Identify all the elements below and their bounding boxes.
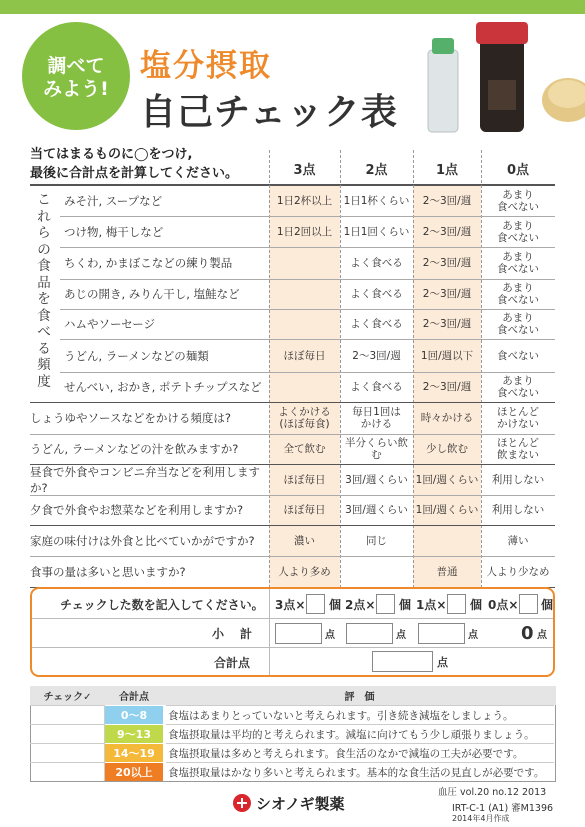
eval-score-range-2: 9〜13: [105, 724, 163, 743]
eval-text-1: 食塩はあまりとっていないと考えられます。引き続き減塩をしましょう。: [166, 705, 554, 724]
answer-r10-c4[interactable]: 利用しない: [491, 473, 545, 486]
eval-check-cell-2[interactable]: [30, 724, 105, 743]
document-code: IRT-C-1 (A1) 審M1396: [452, 803, 554, 814]
answer-r4-c4[interactable]: あまり 食べない: [497, 282, 539, 306]
answer-r12-c1[interactable]: 濃い: [294, 534, 315, 547]
answer-r11-c3[interactable]: 1回/週くらい: [415, 504, 479, 516]
food-frequency-vertical-label: こ れ ら の 食 品 を 食 べ る 頻 度: [37, 192, 51, 390]
question-4: あじの開き, みりん干し, 塩鮭など: [64, 287, 240, 301]
answer-r9-c3[interactable]: 少し飲む: [426, 443, 468, 455]
answer-r8-c3[interactable]: 時々かける: [420, 412, 474, 424]
tally-1pt-prefix: 1点×: [416, 597, 447, 612]
badge-line-1: 調べて: [47, 55, 105, 77]
answer-r12-c2[interactable]: 同じ: [366, 534, 387, 547]
subtotal-3pt-unit: 点: [325, 629, 335, 641]
tally-2pt-unit: 個: [399, 597, 412, 612]
question-5: ハムやソーセージ: [64, 317, 156, 331]
answer-r11-c4[interactable]: 利用しない: [491, 504, 545, 516]
tally-0pt-input[interactable]: [519, 594, 538, 614]
instruction-line-1: 当てはまるものに◯をつけ,: [30, 147, 193, 162]
tally-0pt-prefix: 0点×: [488, 597, 519, 612]
col-header-3pt: 3点: [293, 163, 316, 178]
answer-r5-c2[interactable]: よく食べる: [350, 318, 403, 330]
question-11: 夕食で外食やお惣菜などを利用しますか?: [30, 503, 244, 517]
answer-r3-c3[interactable]: 2〜3回/週: [422, 257, 472, 269]
tally-divider: [269, 589, 270, 675]
answer-r8-c1[interactable]: よくかける (ほぼ毎食): [278, 406, 331, 430]
answer-r1-c4[interactable]: あまり 食べない: [497, 189, 539, 213]
answer-r7-c4[interactable]: あまり 食べない: [497, 375, 539, 399]
answer-r1-c1[interactable]: 1日2杯以上: [276, 195, 333, 207]
answer-r3-c2[interactable]: よく食べる: [350, 257, 403, 269]
question-3: ちくわ, かまぼこなどの練り製品: [64, 256, 233, 270]
eval-text-2: 食塩摂取量は平均的と考えられます。減塩に向けてもう少し頑張りましょう。: [166, 724, 554, 743]
question-8: しょうゆやソースなどをかける頻度は?: [30, 411, 232, 425]
tally-label: チェックした数を記入してください。: [60, 597, 264, 612]
tally-2pt-prefix: 2点×: [345, 597, 376, 612]
answer-r1-c3[interactable]: 2〜3回/週: [422, 195, 472, 207]
tally-1pt-unit: 個: [470, 597, 483, 612]
answer-r10-c1[interactable]: ほぼ毎日: [283, 473, 326, 486]
answer-r8-c2[interactable]: 毎日1回は かける: [352, 406, 401, 430]
journal-reference: 血圧 vol.20 no.12 2013: [438, 787, 547, 798]
col-header-0pt: 0点: [506, 163, 530, 178]
tally-3pt-input[interactable]: [306, 594, 325, 614]
tally-1pt-input[interactable]: [447, 594, 466, 614]
subtotal-2pt-input[interactable]: [346, 623, 393, 644]
eval-header-check: チェック✓: [30, 686, 105, 705]
answer-r2-c2[interactable]: 1日1回くらい: [343, 225, 410, 238]
tally-3pt-unit: 個: [329, 597, 342, 612]
subtotal-1pt-unit: 点: [468, 629, 478, 641]
answer-r6-c4[interactable]: 食べない: [497, 349, 539, 362]
created-date: 2014年4月作成: [452, 814, 510, 823]
question-12: 家庭の味付けは外食と比べていかがですか?: [30, 533, 255, 548]
eval-header-assessment: 評 価: [163, 686, 556, 705]
shionogi-mark-icon: [232, 793, 252, 813]
company-name: シオノギ製薬: [256, 795, 345, 813]
total-unit: 点: [437, 656, 448, 669]
answer-r4-c3[interactable]: 2〜3回/週: [422, 288, 472, 300]
eval-check-cell-4[interactable]: [30, 762, 105, 781]
instruction-line-2: 最後に合計点を計算してください。: [30, 166, 239, 181]
eval-check-cell-3[interactable]: [30, 743, 105, 762]
answer-r1-c2[interactable]: 1日1杯くらい: [343, 195, 410, 207]
question-6: うどん, ラーメンなどの麺類: [64, 348, 209, 363]
eval-text-4: 食塩摂取量はかなり多いと考えられます。基本的な食生活の見直しが必要です。: [166, 762, 554, 781]
subtotal-label: 小 計: [212, 626, 255, 641]
eval-score-range-1: 0〜8: [105, 705, 163, 724]
answer-r9-c4[interactable]: ほとんど 飲まない: [497, 437, 539, 461]
eval-score-range-3: 14〜19: [105, 743, 163, 762]
eval-header-score: 合計点: [105, 686, 163, 705]
answer-r7-c2[interactable]: よく食べる: [350, 381, 403, 393]
answer-r8-c4[interactable]: ほとんど かけない: [497, 406, 539, 430]
tally-2pt-input[interactable]: [376, 594, 395, 614]
subtotal-2pt-unit: 点: [396, 629, 406, 641]
answer-r13-c4[interactable]: 人より少なめ: [486, 565, 550, 578]
total-input[interactable]: [372, 651, 433, 672]
question-1: みそ汁, スープなど: [64, 194, 163, 208]
question-9: うどん, ラーメンなどの汁を飲みますか?: [30, 442, 239, 456]
answer-r11-c1[interactable]: ほぼ毎日: [283, 504, 326, 516]
tally-rule-2: [32, 647, 553, 648]
answer-r11-c2[interactable]: 3回/週くらい: [345, 504, 408, 516]
answer-r10-c3[interactable]: 1回/週くらい: [415, 473, 479, 486]
subtotal-1pt-input[interactable]: [418, 623, 465, 644]
badge-line-2: みよう!: [43, 78, 109, 100]
answer-r9-c1[interactable]: 全て飲む: [283, 443, 326, 455]
answer-r10-c2[interactable]: 3回/週くらい: [345, 473, 408, 486]
question-7: せんべい, おかき, ポテトチップスなど: [64, 380, 262, 394]
top-color-bar: [0, 0, 585, 14]
answer-r2-c1[interactable]: 1日2回以上: [276, 225, 333, 238]
title-self-check-table: 自己チェック表: [140, 92, 398, 133]
soy-sauce-and-salt-illustration: [420, 20, 585, 138]
answer-r7-c3[interactable]: 2〜3回/週: [422, 381, 472, 393]
answer-r9-c2[interactable]: 半分くらい飲む: [345, 437, 408, 461]
answer-r6-c2[interactable]: 2〜3回/週: [352, 349, 401, 362]
answer-r6-c1[interactable]: ほぼ毎日: [283, 349, 326, 362]
question-2: つけ物, 梅干しなど: [64, 224, 164, 239]
answer-r12-c4[interactable]: 薄い: [507, 534, 529, 547]
answer-r13-c1[interactable]: 人より多め: [278, 565, 331, 578]
total-label: 合計点: [214, 655, 251, 670]
answer-r2-c4[interactable]: あまり 食べない: [497, 219, 539, 244]
col-header-1pt: 1点: [435, 163, 459, 178]
col-header-2pt: 2点: [365, 163, 388, 178]
subtotal-3pt-input[interactable]: [275, 623, 322, 644]
answer-r4-c2[interactable]: よく食べる: [350, 288, 403, 300]
tally-3pt-prefix: 3点×: [275, 597, 306, 612]
subtotal-0pt-unit: 点: [537, 629, 547, 641]
eval-text-3: 食塩摂取量は多めと考えられます。食生活のなかで減塩の工夫が必要です。: [166, 743, 554, 762]
answer-r13-c3[interactable]: 普通: [436, 565, 458, 578]
answer-r3-c4[interactable]: あまり 食べない: [497, 251, 539, 275]
answer-r5-c4[interactable]: あまり 食べない: [497, 312, 539, 336]
eval-check-cell-1[interactable]: [30, 705, 105, 724]
tally-0pt-unit: 個: [541, 597, 554, 612]
answer-r5-c3[interactable]: 2〜3回/週: [422, 318, 472, 330]
subtotal-0pt-value: 0: [521, 622, 534, 644]
look-up-badge: [22, 22, 130, 130]
title-salt-intake: 塩分摂取: [140, 48, 272, 84]
eval-score-range-4: 20以上: [105, 762, 163, 781]
answer-r2-c3[interactable]: 2〜3回/週: [422, 225, 472, 238]
tally-rule-1: [32, 618, 553, 619]
answer-r6-c3[interactable]: 1回/週以下: [420, 349, 474, 362]
question-10: 昼食で外食やコンビニ弁当などを利用しますか?: [30, 464, 260, 495]
question-13: 食事の量は多いと思いますか?: [30, 564, 186, 579]
